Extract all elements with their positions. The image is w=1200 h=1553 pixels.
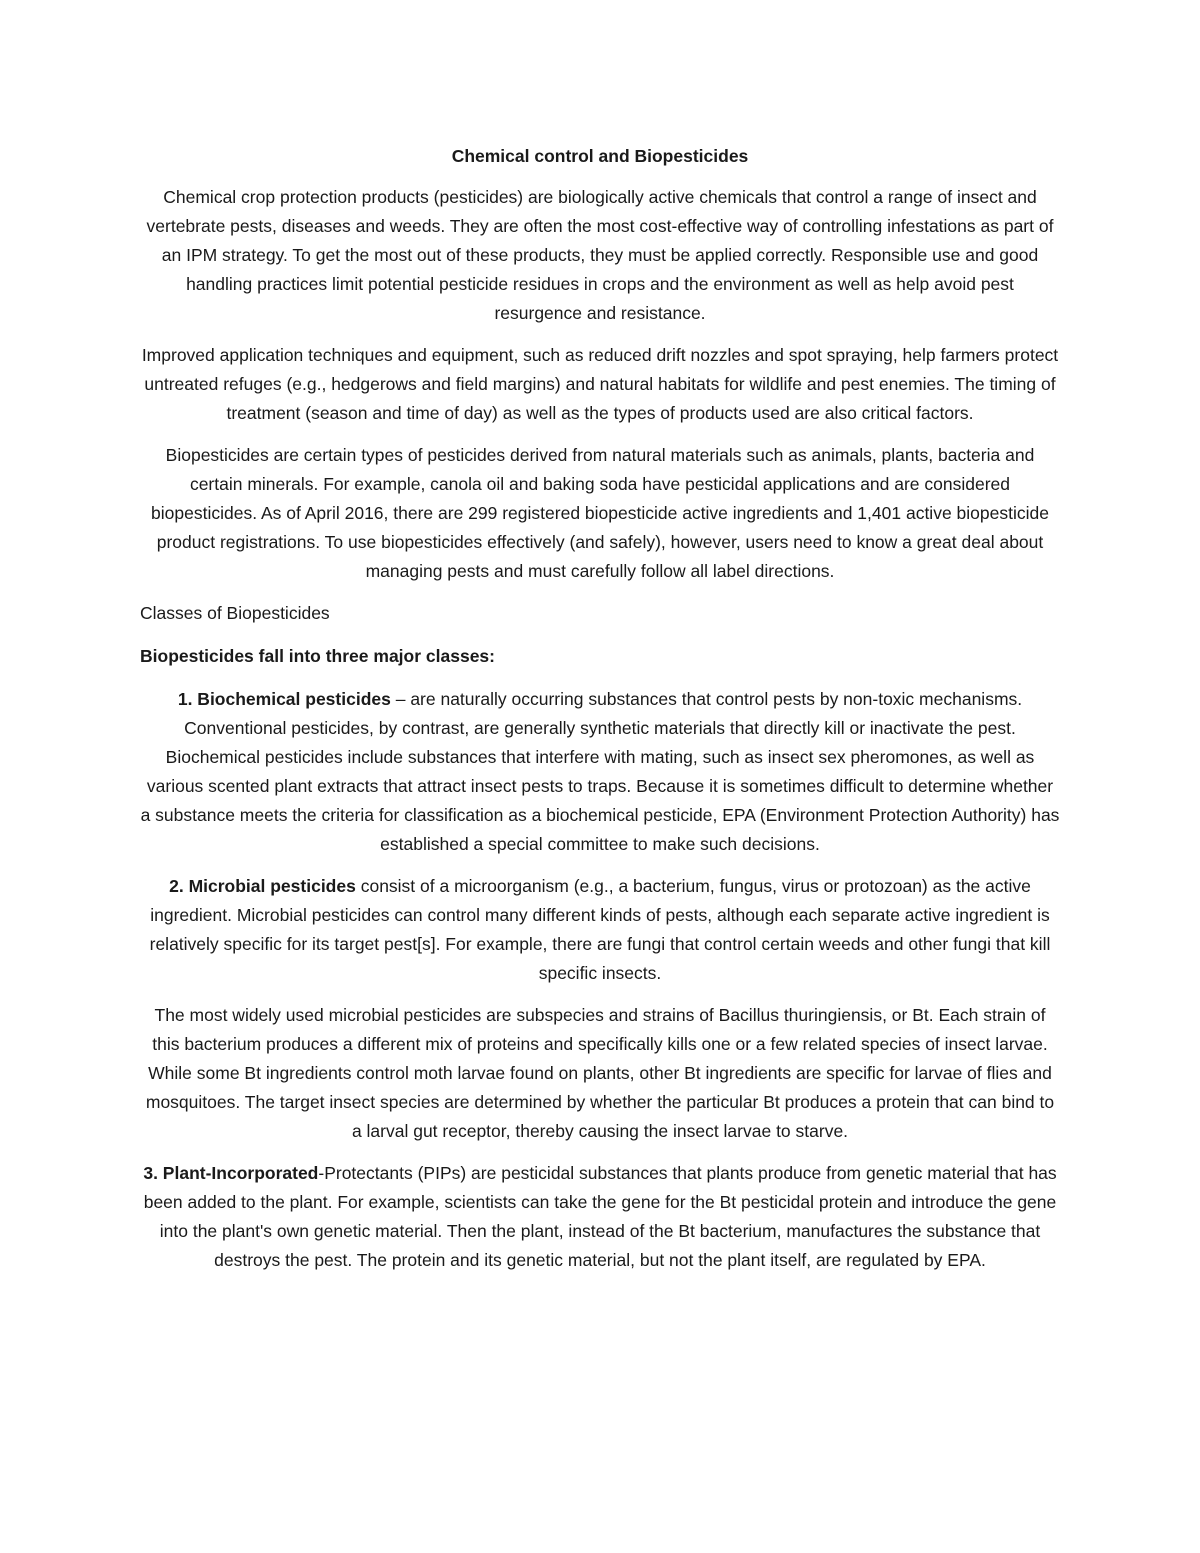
class-1-text: – are naturally occurring substances that control pests by non-toxic mechanisms. Conventional pesticides, by contrast, are generally synthetic materials that directly kill or inactivate the pest. Biochemical pesticides include substances that interfere with mating, such as insect sex pheromones, as well as various scented plant extracts that attract insect pests to traps. Because it is sometimes difficult to determine whether a substance meets the criteria for classification as a biochemical pesticide, EPA (Environment Protection Authority) has established a special committee to make such decisions.	[140, 689, 1060, 854]
class-2-paragraph	[140, 872, 1060, 988]
class-3-lead: 3. Plant-Incorporated	[143, 1163, 319, 1183]
classes-heading: Classes of Biopesticides	[140, 603, 330, 623]
class-1-paragraph	[140, 685, 1060, 859]
intro-paragraph-2: Improved application techniques and equipment, such as reduced drift nozzles and spot spraying, help farmers protect untreated refuges (e.g., hedgerows and field margins) and natural habitats for wildlife and pest enemies. The timing of treatment (season and time of day) as well as the types of products used are also critical factors.	[141, 345, 1059, 423]
classes-subheading: Biopesticides fall into three major classes:	[140, 646, 495, 666]
document-title: Chemical control and Biopesticides	[451, 146, 749, 166]
class-3-paragraph	[140, 1159, 1060, 1275]
class-2-lead: 2. Microbial pesticides	[169, 876, 356, 896]
intro-paragraph-3: Biopesticides are certain types of pesticides derived from natural materials such as animals, plants, bacteria and certain minerals. For example, canola oil and baking soda have pesticidal applications and are considered biopesticides. As of April 2016, there are 299 registered biopesticide active ingredients and 1,401 active biopesticide product registrations. To use biopesticides effectively (and safely), however, users need to know a great deal about managing pests and must carefully follow all label directions.	[151, 445, 1049, 581]
class-2-detail-paragraph: The most widely used microbial pesticides are subspecies and strains of Bacillus thuringiensis, or Bt. Each strain of this bacterium produces a different mix of proteins and specifically kills one or a few related species of insect larvae. While some Bt ingredients control moth larvae found on plants, other Bt ingredients are specific for larvae of flies and mosquitoes. The target insect species are determined by whether the particular Bt produces a protein that can bind to a larval gut receptor, thereby causing the insect larvae to starve.	[145, 1005, 1055, 1141]
document-page	[140, 142, 1060, 1288]
class-2-text: consist of a microorganism (e.g., a bacterium, fungus, virus or protozoan) as the active ingredient. Microbial pesticides can control many different kinds of pests, although each separate active ingredient is relatively specific for its target pest[s]. For example, there are fungi that control certain weeds and other fungi that kill specific insects.	[149, 876, 1051, 983]
class-3-text: -Protectants (PIPs) are pesticidal substances that plants produce from genetic material that has been added to the plant. For example, scientists can take the gene for the Bt pesticidal protein and introduce the gene into the plant's own genetic material. Then the plant, instead of the Bt bacterium, manufactures the substance that destroys the pest. The protein and its genetic material, but not the plant itself, are regulated by EPA.	[143, 1163, 1057, 1270]
intro-paragraph-1: Chemical crop protection products (pesticides) are biologically active chemicals that control a range of insect and vertebrate pests, diseases and weeds. They are often the most cost-effective way of controlling infestations as part of an IPM strategy. To get the most out of these products, they must be applied correctly. Responsible use and good handling practices limit potential pesticide residues in crops and the environment as well as help avoid pest resurgence and resistance.	[146, 187, 1054, 323]
class-1-lead: 1. Biochemical pesticides	[177, 689, 391, 709]
